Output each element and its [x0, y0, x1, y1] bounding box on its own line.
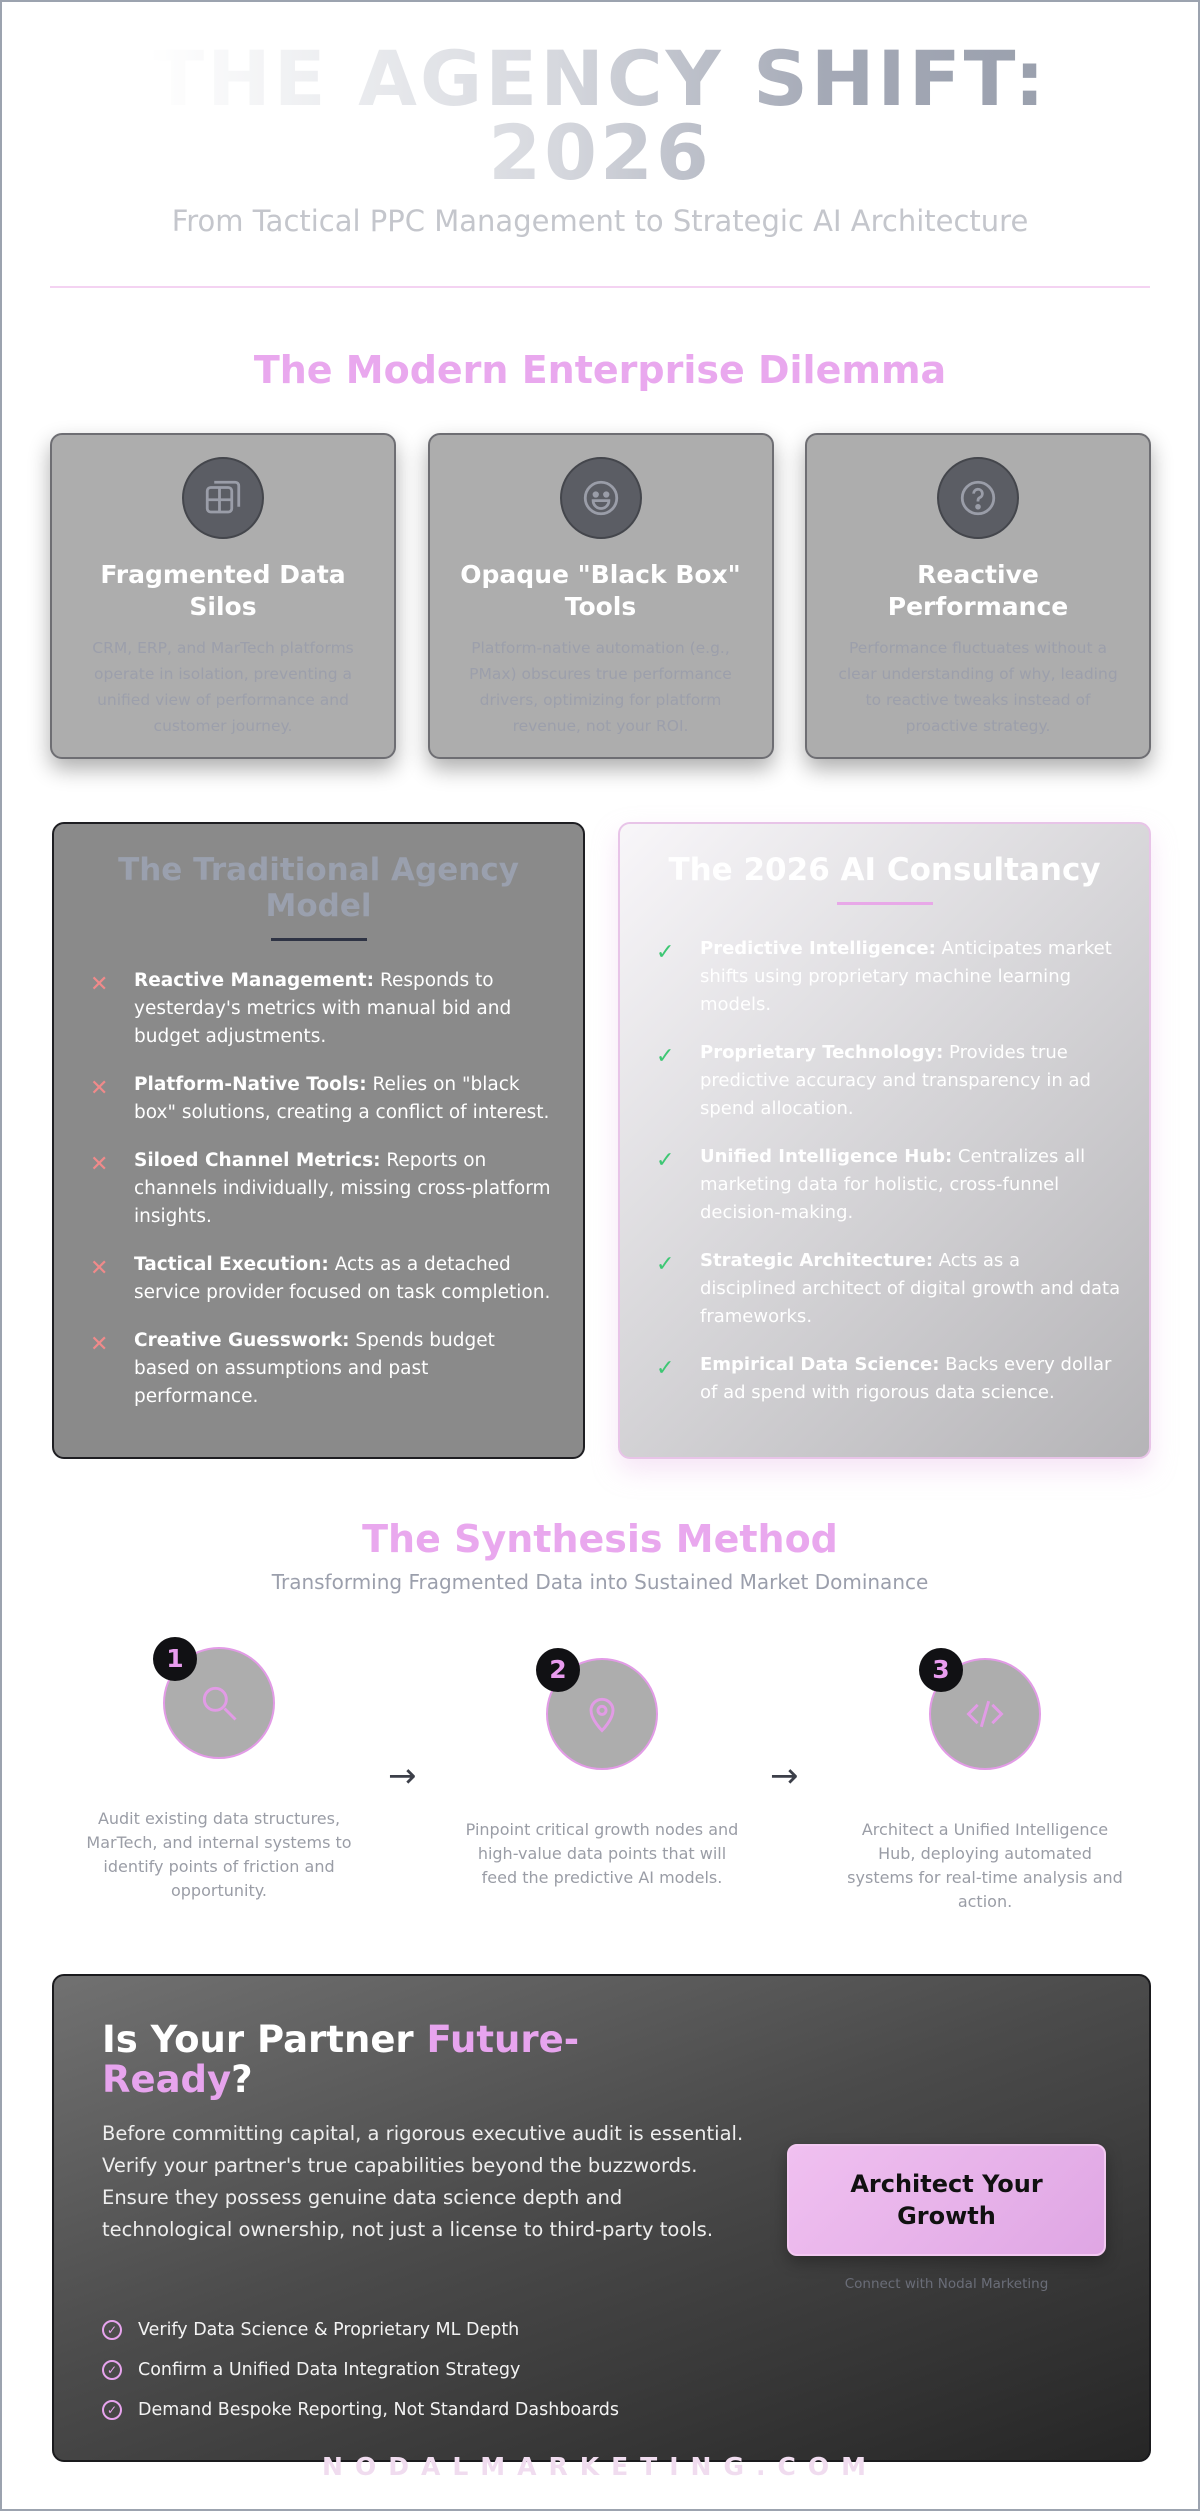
consultancy-list [620, 935, 1149, 1407]
step-circle [163, 1644, 275, 1759]
ai-consultancy-panel [618, 822, 1151, 1459]
black-box-icon [560, 457, 642, 539]
check-icon: ✓ [656, 1356, 675, 1381]
synthesis-title: The Synthesis Method [362, 1517, 838, 1561]
dilemma-card-silos [50, 433, 396, 759]
step-number: 1 [153, 1637, 197, 1681]
card-description: CRM, ERP, and MarTech platforms operate in isolation, preventing a unified view of performance and customer journey. [92, 639, 354, 735]
cta-section [52, 1974, 1151, 2462]
panel-divider [837, 902, 933, 905]
check-icon: ✓ [656, 1148, 675, 1173]
list-item: ✕ Reactive Management: Responds to yesterday's metrics with manual bid and budget adjustments. [90, 967, 555, 1051]
list-item: ✓ Predictive Intelligence: Anticipates market shifts using proprietary machine learning models. [656, 935, 1121, 1019]
hero-subtitle: From Tactical PPC Management to Strategic AI Architecture [171, 204, 1029, 238]
cross-icon: ✕ [90, 1076, 109, 1101]
question-icon [937, 457, 1019, 539]
traditional-list [54, 967, 583, 1411]
cta-note: Connect with Nodal Marketing [844, 2276, 1049, 2292]
check-circle-icon: ✓ [102, 2360, 122, 2380]
arrow-icon: → [770, 1756, 799, 1796]
list-item: ✓ Strategic Architecture: Acts as a disciplined architect of digital growth and data frameworks. [656, 1247, 1121, 1331]
step-pinpoint [452, 1655, 752, 1890]
step-description: Pinpoint critical growth nodes and high-value data points that will feed the predictive AI models. [465, 1820, 739, 1887]
card-title: Fragmented Data Silos [100, 560, 346, 621]
step-description: Architect a Unified Intelligence Hub, deploying automated systems for real-time analysis and action. [847, 1820, 1123, 1911]
step-audit [69, 1644, 369, 1903]
step-circle [929, 1655, 1041, 1770]
list-item: ✕ Siloed Channel Metrics: Reports on channels individually, missing cross-platform insights. [90, 1147, 555, 1231]
step-circle [546, 1655, 658, 1770]
dilemma-card-black-box [428, 433, 774, 759]
dilemma-title: The Modern Enterprise Dilemma [253, 348, 947, 392]
architect-growth-button[interactable]: Architect Your Growth [787, 2144, 1106, 2256]
cross-icon: ✕ [90, 972, 109, 997]
cross-icon: ✕ [90, 1332, 109, 1357]
list-item: ✕ Tactical Execution: Acts as a detached service provider focused on task completion. [90, 1251, 555, 1307]
footer-domain: NODALMARKETING.COM [322, 2452, 878, 2481]
check-icon: ✓ [656, 1044, 675, 1069]
cta-checklist [102, 2310, 619, 2430]
search-icon [197, 1681, 241, 1725]
cross-icon: ✕ [90, 1256, 109, 1281]
panel-title: The Traditional Agency Model [118, 852, 519, 924]
checklist-item: ✓ Confirm a Unified Data Integration Strategy [102, 2350, 619, 2390]
cta-title: Is Your Partner Future-Ready? [102, 2018, 580, 2101]
step-description: Audit existing data structures, MarTech, and internal systems to identify points of friction and opportunity. [86, 1809, 352, 1900]
list-item: ✓ Empirical Data Science: Backs every dollar of ad spend with rigorous data science. [656, 1351, 1121, 1407]
checklist-item: ✓ Demand Bespoke Reporting, Not Standard Dashboards [102, 2390, 619, 2430]
step-number: 2 [536, 1648, 580, 1692]
check-circle-icon: ✓ [102, 2400, 122, 2420]
checklist-item: ✓ Verify Data Science & Proprietary ML Depth [102, 2310, 619, 2350]
dilemma-card-reactive [805, 433, 1151, 759]
step-architect [835, 1655, 1135, 1914]
hero-title: THE AGENCY SHIFT: 2026 [150, 42, 1050, 190]
cta-body: Before committing capital, a rigorous executive audit is essential. Verify your partner's true capabilities beyond the buzzwords. Ensure they possess genuine data science depth and technological ownership, not just a license to third-party tools. [102, 2122, 744, 2241]
dilemma-cards [50, 433, 1151, 759]
arrow-icon: → [388, 1756, 417, 1796]
card-description: Platform-native automation (e.g., PMax) obscures true performance drivers, optimizing for platform revenue, not your ROI. [469, 639, 732, 735]
list-item: ✕ Platform-Native Tools: Relies on "black box" solutions, creating a conflict of interest. [90, 1071, 555, 1127]
hero-divider [50, 286, 1150, 288]
hero-section [2, 34, 1198, 238]
data-silos-icon [182, 457, 264, 539]
card-description: Performance fluctuates without a clear understanding of why, leading to reactive tweaks instead of proactive strategy. [838, 639, 1118, 735]
synthesis-subtitle: Transforming Fragmented Data into Sustained Market Dominance [271, 1570, 929, 1594]
list-item: ✓ Proprietary Technology: Provides true predictive accuracy and transparency in ad spend allocation. [656, 1039, 1121, 1123]
step-number: 3 [919, 1648, 963, 1692]
list-item: ✕ Creative Guesswork: Spends budget based on assumptions and past performance. [90, 1327, 555, 1411]
panel-divider [271, 938, 367, 941]
list-item: ✓ Unified Intelligence Hub: Centralizes all marketing data for holistic, cross-funnel decision-making. [656, 1143, 1121, 1227]
code-icon [963, 1692, 1007, 1736]
cross-icon: ✕ [90, 1152, 109, 1177]
check-icon: ✓ [656, 940, 675, 965]
panel-title: The 2026 AI Consultancy [668, 852, 1101, 888]
check-icon: ✓ [656, 1252, 675, 1277]
card-title: Opaque "Black Box" Tools [460, 560, 741, 621]
location-pin-icon [580, 1692, 624, 1736]
check-circle-icon: ✓ [102, 2320, 122, 2340]
traditional-model-panel [52, 822, 585, 1459]
card-title: Reactive Performance [887, 560, 1069, 621]
